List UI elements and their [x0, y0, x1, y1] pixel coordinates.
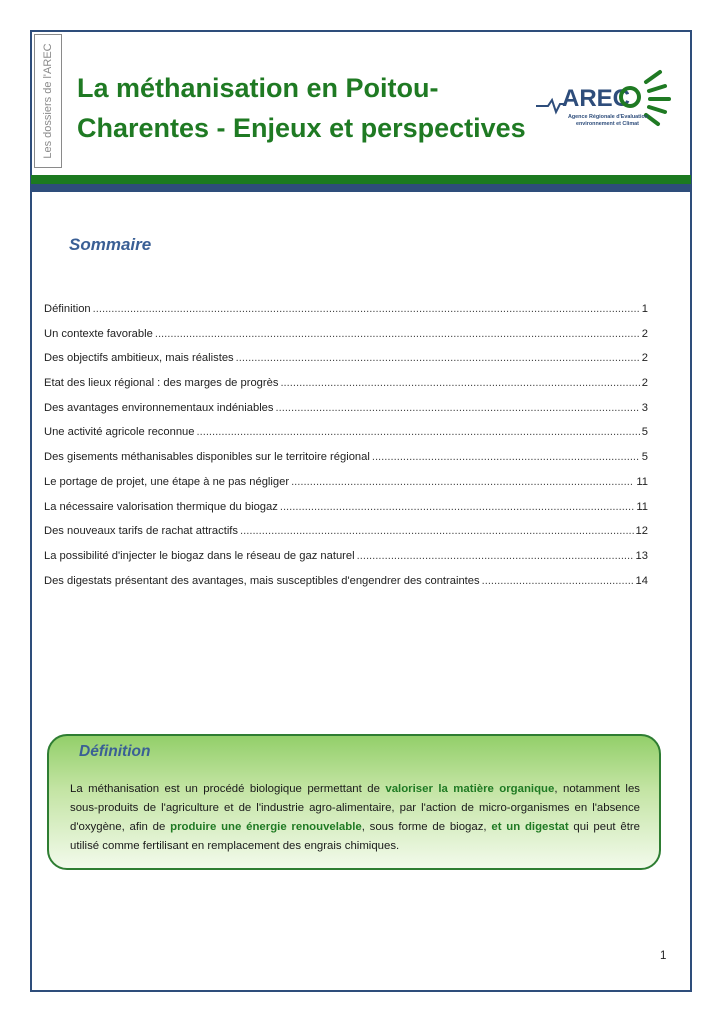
sommaire-heading: Sommaire [69, 235, 152, 254]
toc-leader-dots [291, 476, 634, 488]
toc-entry[interactable] [44, 426, 648, 451]
toc-leader-dots [276, 402, 640, 414]
logo-ray-4 [649, 107, 665, 112]
title-line-1: La méthanisation en Poitou- [77, 73, 439, 103]
toc-entry-page: 5 [641, 451, 648, 464]
toc-entry[interactable] [44, 501, 648, 526]
toc-entry[interactable] [44, 550, 648, 575]
toc-entry-page: 2 [641, 377, 648, 390]
toc-leader-dots [372, 451, 640, 463]
table-of-contents [44, 303, 648, 599]
logo-ray-1 [646, 72, 660, 82]
header-band-green [31, 175, 691, 184]
toc-entry-page: 12 [635, 525, 648, 538]
toc-entry-label: Des objectifs ambitieux, mais réalistes [44, 352, 234, 365]
toc-entry-label: Une activité agricole reconnue [44, 426, 195, 439]
toc-entry[interactable] [44, 402, 648, 427]
document-title [77, 68, 526, 148]
toc-entry[interactable] [44, 575, 648, 600]
logo-subtitle-1: Agence Régionale d'Evaluation [568, 114, 649, 120]
toc-leader-dots [280, 377, 639, 389]
toc-entry-page: 2 [641, 327, 648, 340]
toc-entry-label: Etat des lieux régional : des marges de progrès [44, 377, 279, 390]
toc-entry[interactable] [44, 303, 648, 328]
logo-wordmark: AREC [562, 85, 631, 112]
toc-leader-dots [482, 575, 634, 587]
toc-entry-label: Des digestats présentant des avantages, mais susceptibles d'engendrer des contraintes [44, 574, 480, 587]
toc-leader-dots [357, 550, 634, 562]
logo-ray-2 [649, 86, 665, 91]
toc-entry-label: La nécessaire valorisation thermique du biogaz [44, 500, 278, 513]
definition-highlight: produire une énergie renouvelable [170, 821, 362, 833]
page-number: 1 [660, 950, 667, 962]
toc-entry-label: Des avantages environnementaux indéniables [44, 401, 274, 414]
definition-box [47, 734, 661, 870]
definition-text-part: , sous forme de biogaz, [361, 821, 492, 833]
toc-entry-page: 5 [641, 426, 648, 439]
toc-entry[interactable] [44, 525, 648, 550]
toc-entry-label: Le portage de projet, une étape à ne pas négliger [44, 475, 290, 488]
toc-entry-label: Définition [44, 303, 91, 315]
toc-entry-label: Des gisements méthanisables disponibles sur le territoire régional [44, 451, 370, 464]
definition-heading: Définition [79, 743, 151, 760]
arec-logo [532, 64, 682, 136]
header-band-blue [31, 184, 691, 192]
toc-entry[interactable] [44, 377, 648, 402]
toc-entry-page: 2 [641, 352, 648, 365]
definition-text-part: qui peut être utilisé comme fertilisant en remplacement des engrais chimiques. [70, 821, 640, 852]
toc-leader-dots [280, 501, 635, 513]
toc-entry[interactable] [44, 328, 648, 353]
title-line-2: Charentes - Enjeux et perspectives [77, 113, 526, 143]
toc-entry-label: Un contexte favorable [44, 327, 153, 340]
toc-entry[interactable] [44, 476, 648, 501]
toc-leader-dots [236, 352, 640, 364]
toc-entry[interactable] [44, 352, 648, 377]
logo-subtitle-2: environnement et Climat [576, 121, 639, 127]
definition-text [70, 780, 640, 856]
definition-text-part: , notamment les sous-produits de l'agriculture et de l'industrie agro-alimentaire, par l'action de micro-organismes en l'absence d'oxygène, afin de [70, 783, 640, 833]
toc-entry-page: 1 [641, 303, 648, 315]
toc-entry-label: Des nouveaux tarifs de rachat attractifs [44, 525, 239, 538]
toc-entry-label: La possibilité d'injecter le biogaz dans le réseau de gaz naturel [44, 549, 355, 562]
toc-entry-page: 11 [636, 475, 648, 488]
toc-entry-page: 14 [635, 574, 648, 587]
toc-entry-page: 13 [635, 549, 648, 562]
definition-highlight: et un digestat [491, 821, 569, 833]
definition-text-part: La méthanisation est un procédé biologique permettant de [70, 783, 386, 795]
toc-leader-dots [240, 525, 634, 537]
toc-leader-dots [155, 328, 640, 340]
toc-leader-dots [197, 426, 640, 438]
toc-entry[interactable] [44, 451, 648, 476]
toc-leader-dots [93, 303, 640, 315]
toc-entry-page: 11 [636, 500, 648, 513]
toc-entry-page: 3 [641, 401, 648, 414]
series-label: Les dossiers de l'AREC [42, 43, 54, 159]
definition-highlight: valoriser la matière organique [385, 783, 555, 795]
series-label-box [34, 34, 62, 168]
